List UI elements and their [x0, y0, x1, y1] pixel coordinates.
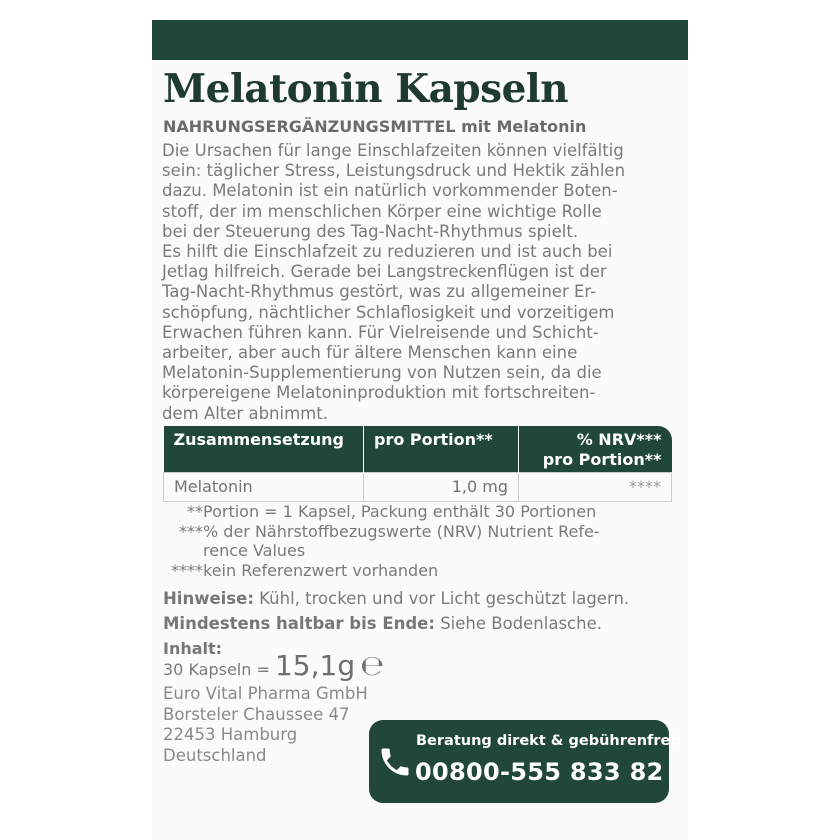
estimated-sign: ℮ — [360, 649, 385, 682]
description-line: Es hilft die Einschlafzeit zu reduzieren und ist auch bei — [162, 242, 613, 262]
description-line: stoff, der im menschlichen Körper eine wichtige Rolle — [162, 201, 602, 221]
package-top-band — [152, 20, 688, 60]
best-before-label: Mindestens haltbar bis Ende: — [163, 614, 435, 633]
ingredient-amount: 1,0 mg — [364, 472, 519, 501]
best-before — [163, 614, 602, 633]
footnote — [163, 502, 673, 522]
phone-icon — [377, 744, 413, 780]
footnote-mark: *** — [179, 521, 203, 541]
ingredient-nrv: **** — [519, 472, 672, 501]
best-before-text: Siehe Bodenlasche. — [440, 614, 602, 633]
footnote-mark: ** — [187, 502, 203, 521]
description-line: bei der Steuerung des Tag-Nacht-Rhythmus spielt. — [162, 221, 579, 241]
description-line: schöpfung, nächtlicher Schlaflosigkeit und vorzeitigem — [162, 302, 615, 322]
content-label: Inhalt: — [163, 639, 223, 658]
ingredient-name: Melatonin — [164, 472, 364, 501]
description-line: Jetlag hilfreich. Gerade bei Langstreckenflügen ist der — [162, 262, 607, 282]
description-line: Melatonin-Supplementierung von Nutzen sein, da die — [162, 363, 602, 383]
footnote-mark: **** — [171, 560, 203, 580]
address-line: 22453 Hamburg — [163, 725, 298, 744]
description-line: körpereigene Melatoninproduktion mit fortschreiten- — [162, 383, 596, 403]
header-nrv-line2: pro Portion** — [542, 450, 662, 469]
description-line: sein: täglicher Stress, Leistungsdruck und Hektik zählen — [162, 161, 626, 181]
footnotes — [163, 502, 673, 580]
product-title: Melatonin Kapseln — [163, 66, 569, 112]
description-line: Die Ursachen für lange Einschlafzeiten können vielfältig — [162, 141, 624, 160]
footnote-text: kein Referenzwert vorhanden — [203, 560, 439, 580]
content-value — [163, 649, 384, 682]
address-line: Euro Vital Pharma GmbH — [163, 684, 368, 703]
header-composition: Zusammensetzung — [164, 426, 364, 472]
address-line: Borsteler Chaussee 47 — [163, 704, 350, 724]
hotline-number: 00800-555 833 82 — [415, 758, 664, 786]
footnote — [163, 522, 673, 542]
header-nrv — [519, 426, 672, 472]
address-line: Deutschland — [163, 745, 267, 765]
description-line: Erwachen führen kann. Für Vielreisende und Schicht- — [162, 322, 599, 342]
footnote-text: % der Nährstoffbezugswerte (NRV) Nutrient Refe- — [203, 521, 600, 541]
description-line: arbeiter, aber auch für ältere Menschen kann eine — [162, 343, 578, 363]
description-line: Tag-Nacht-Rhythmus gestört, was zu allgemeiner Er- — [162, 282, 597, 302]
hotline-label: Beratung direkt & gebührenfrei: — [416, 733, 682, 749]
storage-hint — [163, 589, 629, 608]
hotline-box — [369, 720, 682, 803]
header-nrv-line1: % NRV*** — [576, 430, 662, 449]
nutrition-table — [163, 426, 672, 502]
footnote-continued — [163, 541, 673, 561]
storage-hint-label: Hinweise: — [163, 589, 254, 608]
table-row — [164, 472, 672, 501]
table-header-row — [164, 426, 672, 472]
footnote — [163, 561, 673, 581]
footnote-text: Portion = 1 Kapsel, Packung enthält 30 Portionen — [203, 502, 597, 521]
product-subtitle: NAHRUNGSERGÄNZUNGSMITTEL mit Melatonin — [163, 117, 587, 136]
product-description — [162, 141, 682, 424]
description-line: dem Alter abnimmt. — [162, 403, 328, 423]
header-per-portion: pro Portion** — [364, 426, 519, 472]
content-count: 30 Kapseln = — [163, 660, 270, 679]
manufacturer-address — [163, 684, 368, 766]
description-line: dazu. Melatonin ist ein natürlich vorkommender Boten- — [162, 181, 618, 201]
content-weight: 15,1g — [274, 649, 356, 682]
footnote-text: rence Values — [203, 541, 306, 560]
storage-hint-text: Kühl, trocken und vor Licht geschützt lagern. — [259, 589, 630, 608]
